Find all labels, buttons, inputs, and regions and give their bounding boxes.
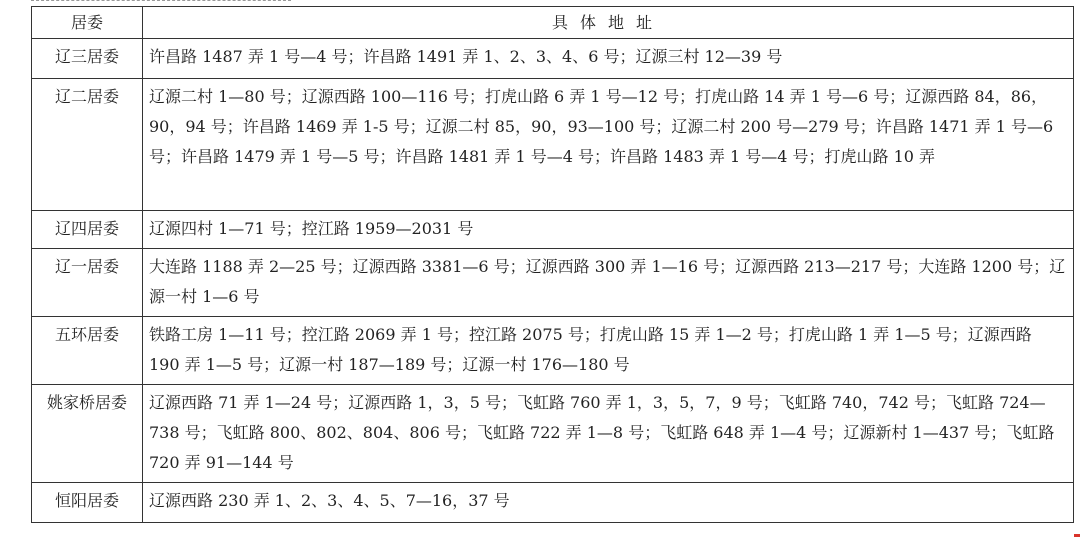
committee-name: 辽二居委 <box>32 79 143 211</box>
table-row <box>32 211 1074 249</box>
table-row <box>32 385 1074 483</box>
committee-name: 辽四居委 <box>32 211 143 249</box>
committee-name: 五环居委 <box>32 317 143 385</box>
table-row <box>32 483 1074 523</box>
committee-name: 辽一居委 <box>32 249 143 317</box>
committee-name: 姚家桥居委 <box>32 385 143 483</box>
table-header-row <box>32 7 1074 39</box>
cropped-top-text <box>31 0 291 3</box>
address-text: 铁路工房 1—11 号；控江路 2069 弄 1 号；控江路 2075 号；打虎山路 15 弄 1—2 号；打虎山路 1 弄 1—5 号；辽源西路 190 弄 1—5 号；辽源一村 187—189 号；辽源一村 176—180 号 <box>143 317 1074 385</box>
neighborhood-address-table <box>31 6 1074 523</box>
table-row <box>32 39 1074 79</box>
committee-name: 恒阳居委 <box>32 483 143 523</box>
address-text: 许昌路 1487 弄 1 号—4 号；许昌路 1491 弄 1、2、3、4、6 号；辽源三村 12—39 号 <box>143 39 1074 79</box>
address-text: 辽源二村 1—80 号；辽源西路 100—116 号；打虎山路 6 弄 1 号—12 号；打虎山路 14 弄 1 号—6 号；辽源西路 84，86，90，94 号；许昌路 1469 弄 1-5 号；辽源二村 85，90，93—100 号；辽源二村 200 号—279 号；许昌路 1471 弄 1 号—6 号；许昌路 1479 弄 1 号—5 号；许昌路 1481 弄 1 号—4 号；许昌路 1483 弄 1 号—4 号；打虎山路 10 弄 <box>143 79 1074 211</box>
address-text: 大连路 1188 弄 2—25 号；辽源西路 3381—6 号；辽源西路 300 弄 1—16 号；辽源西路 213—217 号；大连路 1200 号；辽源一村 1—6 号 <box>143 249 1074 317</box>
committee-name: 辽三居委 <box>32 39 143 79</box>
address-text: 辽源西路 230 弄 1、2、3、4、5、7—16，37 号 <box>143 483 1074 523</box>
table-row <box>32 317 1074 385</box>
header-address: 具体地址 <box>143 7 1074 39</box>
table-row <box>32 249 1074 317</box>
address-text: 辽源四村 1—71 号；控江路 1959—2031 号 <box>143 211 1074 249</box>
address-text: 辽源西路 71 弄 1—24 号；辽源西路 1，3，5 号；飞虹路 760 弄 1，3，5，7，9 号；飞虹路 740，742 号；飞虹路 724—738 号；飞虹路 800、802、804、806 号；飞虹路 722 弄 1—8 号；飞虹路 648 弄 1—4 号；辽源新村 1—437 号；飞虹路 720 弄 91—144 号 <box>143 385 1074 483</box>
table-row <box>32 79 1074 211</box>
header-committee: 居委 <box>32 7 143 39</box>
